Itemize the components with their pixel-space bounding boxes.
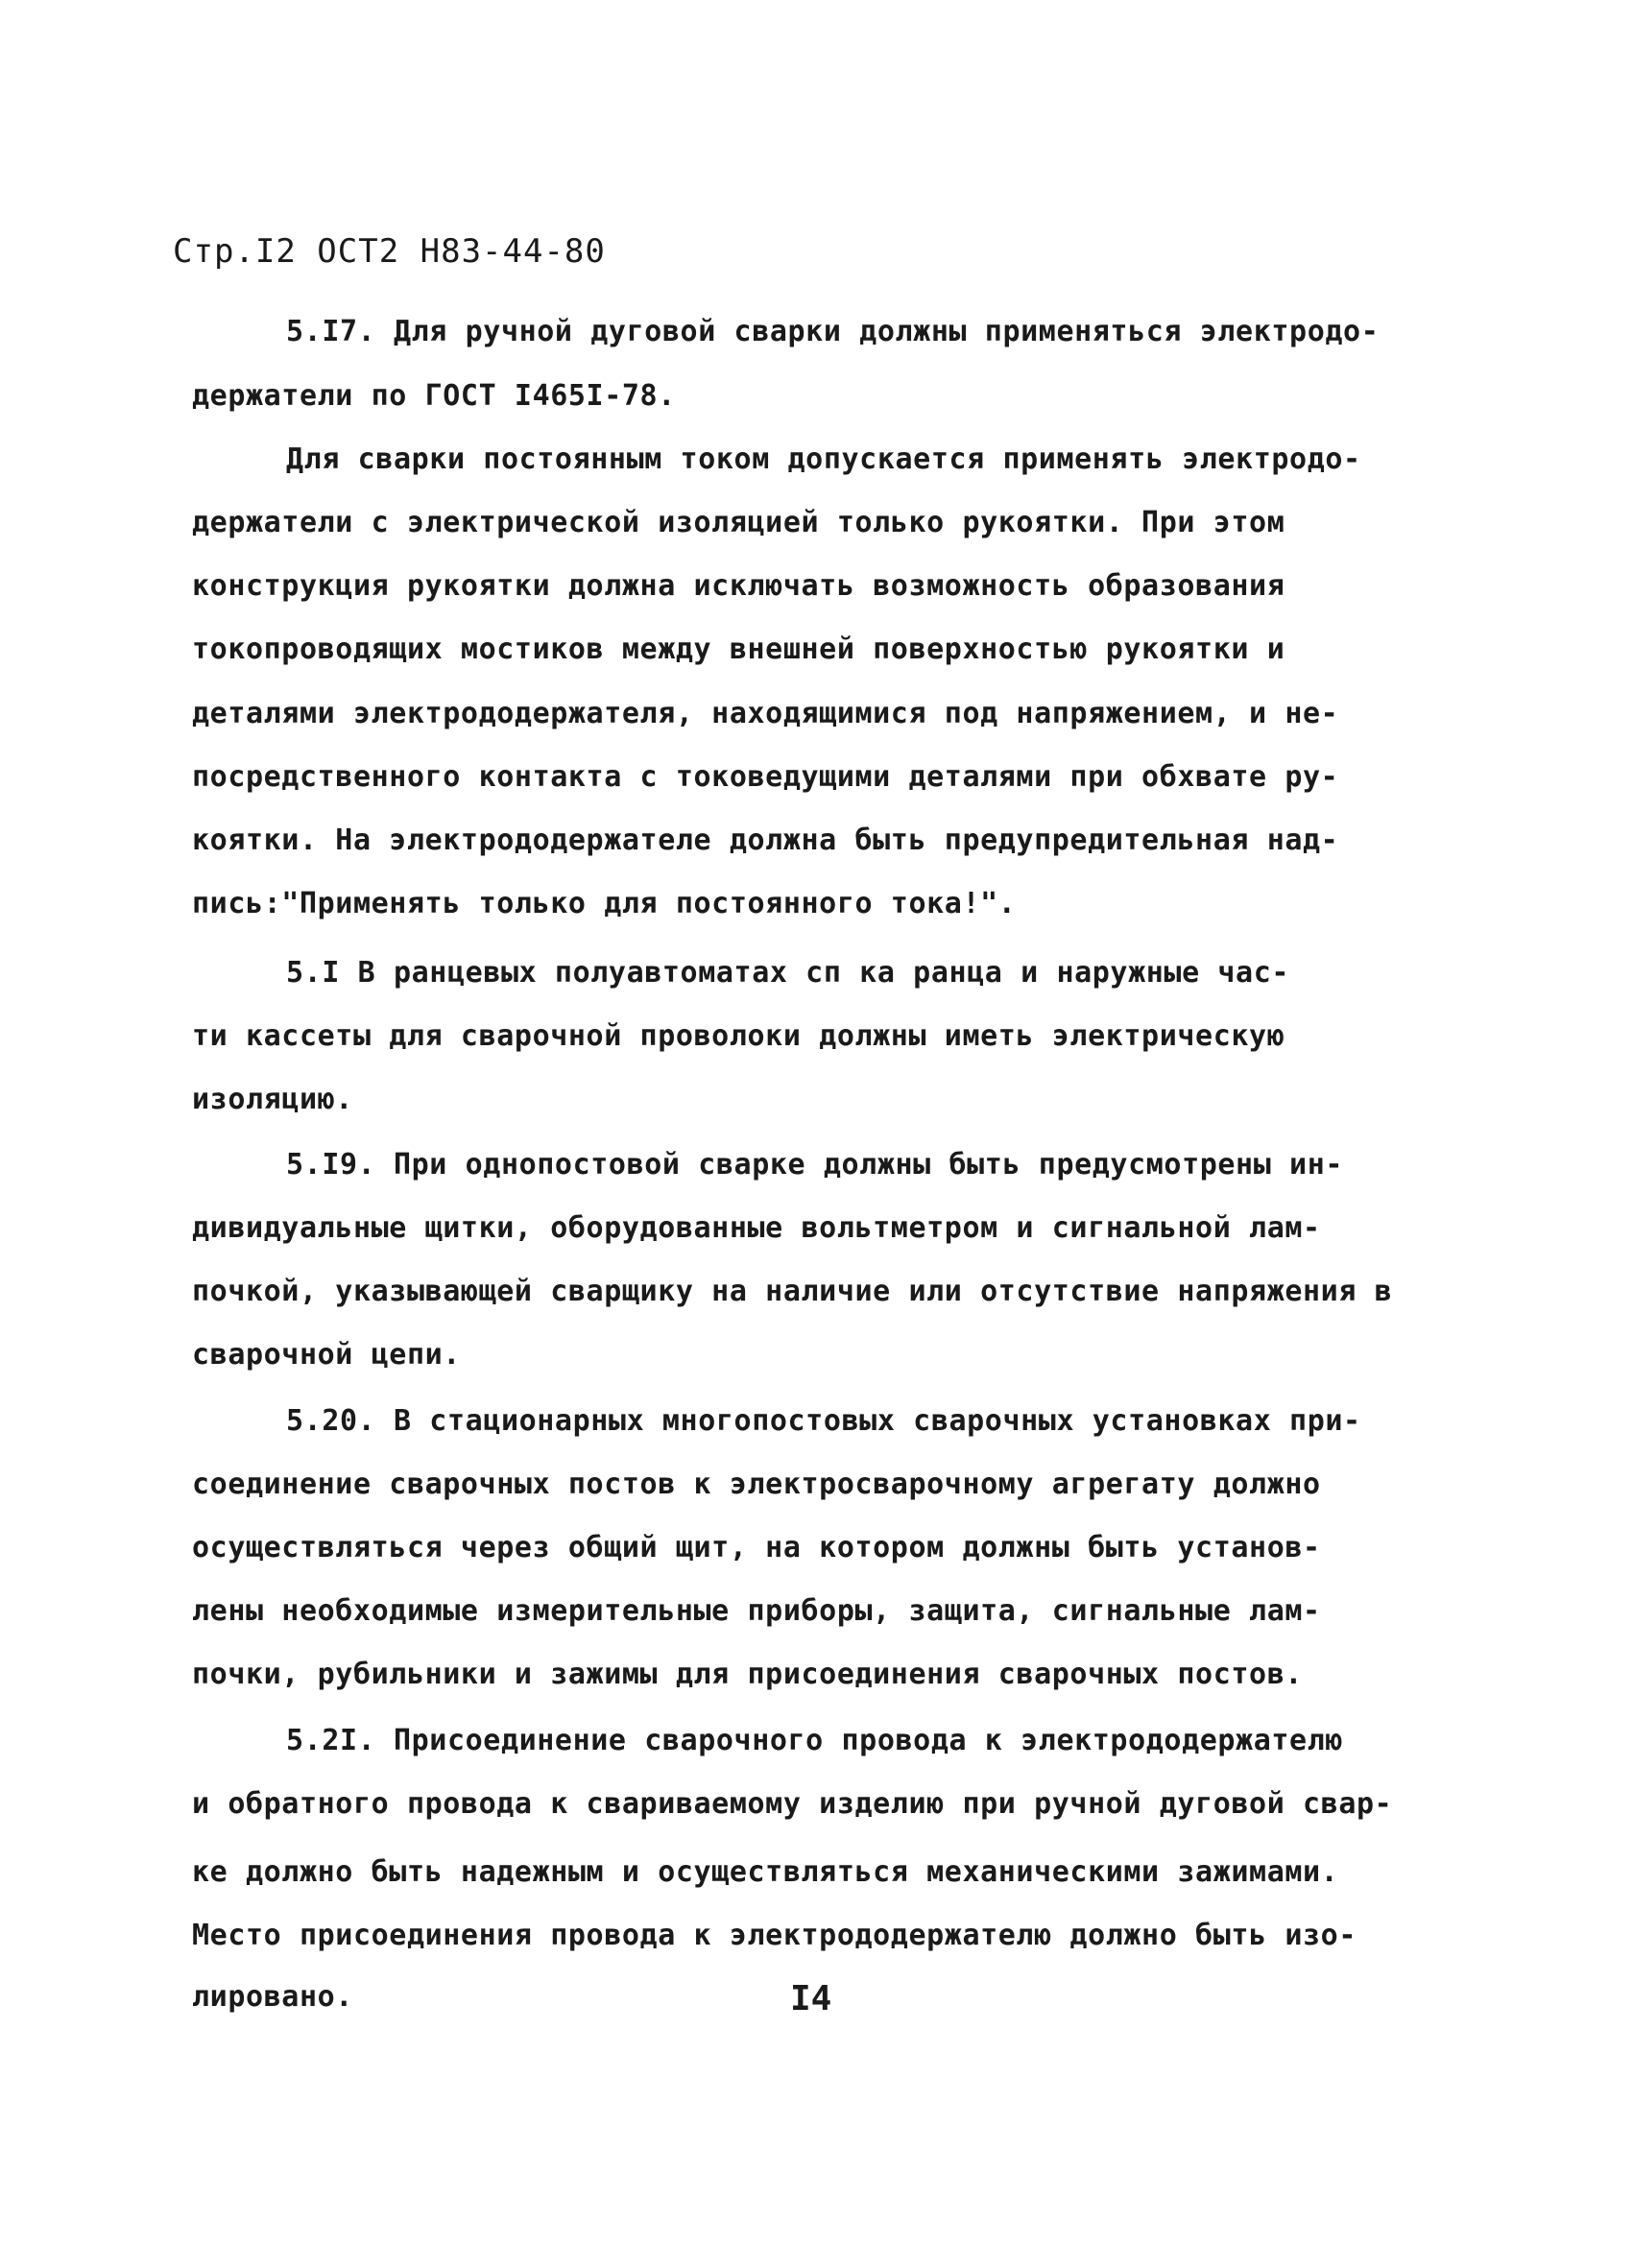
paragraph-line: ти кассеты для сварочной проволоки должны иметь электрическую [192,1019,1285,1053]
paragraph-line: и обратного провода к свариваемому изделию при ручной дуговой свар- [192,1787,1393,1821]
paragraph-line: держатели с электрической изоляцией только рукоятки. При этом [192,506,1285,539]
paragraph-line: деталями электрододержателя, находящимися под напряжением, и не- [192,697,1339,730]
page-number: I4 [790,1979,832,2018]
paragraph-line: дивидуальные щитки, оборудованные вольтметром и сигнальной лам- [192,1211,1321,1245]
paragraph-line: сварочной цепи. [192,1338,461,1372]
paragraph-line: почкой, указывающей сварщику на наличие или отсутствие напряжения в [192,1275,1393,1308]
paragraph-line: Место присоединения провода к электрододержателю должно быть изо- [192,1919,1357,1952]
paragraph-line: 5.I7. Для ручной дуговой сварки должны применяться электродо- [286,315,1380,348]
paragraph-line: лировано. [192,1980,353,2014]
paragraph-line: Для сварки постоянным током допускается применять электродо- [286,442,1361,476]
paragraph-line: 5.2I. Присоединение сварочного провода к электрододержателю [286,1724,1344,1757]
paragraph-line: 5.20. В стационарных многопостовых сварочных установках при- [286,1404,1361,1438]
paragraph-line: 5.I9. При однопостовой сварке должны быть предусмотрены ин- [286,1148,1344,1182]
paragraph-line: лены необходимые измерительные приборы, защита, сигнальные лам- [192,1594,1321,1628]
paragraph-line: конструкция рукоятки должна исключать возможность образования [192,569,1285,603]
paragraph-line: изоляцию. [192,1083,353,1116]
paragraph-line: посредственного контакта с токоведущими деталями при обхвате ру- [192,760,1339,794]
paragraph-line: соединение сварочных постов к электросварочному агрегату должно [192,1468,1321,1501]
paragraph-line: ке должно быть надежным и осуществляться механическими зажимами. [192,1855,1339,1889]
paragraph-line: держатели по ГОСТ I465I-78. [192,379,676,413]
paragraph-line: осуществляться через общий щит, на котором должны быть установ- [192,1531,1321,1564]
paragraph-line: пись:"Применять только для постоянного тока!". [192,887,1017,920]
paragraph-line: коятки. На электрододержателе должна быть предупредительная над- [192,824,1339,857]
paragraph-line: 5.I В ранцевых полуавтоматах сп ка ранца и наружные час- [286,956,1290,990]
paragraph-line: почки, рубильники и зажимы для присоединения сварочных постов. [192,1658,1304,1691]
paragraph-line: токопроводящих мостиков между внешней поверхностью рукоятки и [192,633,1285,666]
page-header: Стр.I2 ОСТ2 Н83-44-80 [173,232,606,271]
